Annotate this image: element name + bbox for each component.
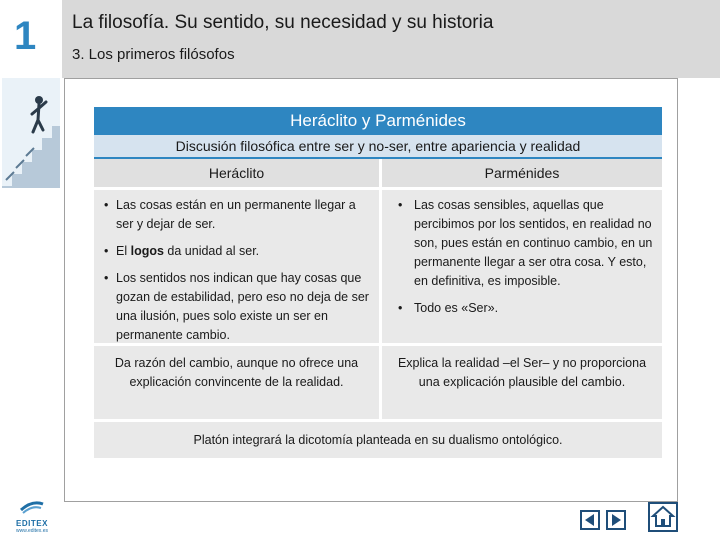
page-title: La filosofía. Su sentido, su necesidad y su historia	[72, 12, 494, 33]
parmenides-bullet-list	[382, 190, 662, 324]
page-subtitle: 3. Los primeros filósofos	[72, 46, 235, 63]
comparison-table	[94, 107, 662, 458]
table-heading: Heráclito y Parménides	[94, 107, 662, 135]
column-heraclito: Heráclito	[94, 159, 379, 187]
logo-name: EDITEX	[16, 519, 48, 528]
stairs-climber-icon	[2, 78, 60, 188]
list-item: • Los sentidos nos indican que hay cosas que gozan de estabilidad, pero eso no deja de ser una ilusión, pues solo existe un ser en permanente cambio.	[104, 269, 371, 345]
list-item: • Las cosas están en un permanente llegar a ser y dejar de ser.	[104, 196, 371, 234]
logo-url: www.editex.es	[16, 528, 48, 534]
heraclito-bullet-list	[94, 190, 379, 351]
logo-mark-icon	[19, 498, 45, 514]
column-names-row	[94, 159, 662, 187]
editex-logo	[12, 498, 52, 534]
logos-term: logos	[130, 244, 164, 258]
summary-row	[94, 346, 662, 419]
chapter-box	[0, 0, 62, 78]
list-item: • Todo es «Ser».	[392, 299, 654, 318]
bullets-row	[94, 190, 662, 343]
chapter-number: 1	[14, 14, 37, 58]
arrow-left-icon	[582, 512, 598, 528]
home-button[interactable]	[648, 502, 678, 532]
parmenides-summary: Explica la realidad –el Ser– y no proporciona una explicación plausible del cambio.	[382, 346, 662, 419]
list-item: • Las cosas sensibles, aquellas que percibimos por los sentidos, en realidad no son, pues están en continuo cambio, en un permanente llegar a ser otra cosa. Y esto, en definitiva, es imposible.	[392, 196, 654, 291]
heraclito-summary: Da razón del cambio, aunque no ofrece una explicación convincente de la realidad.	[94, 346, 379, 419]
table-subheading: Discusión filosófica entre ser y no-ser, entre apariencia y realidad	[94, 135, 662, 157]
left-illustration-column	[0, 78, 62, 540]
next-button[interactable]	[606, 510, 626, 530]
column-parmenides: Parménides	[382, 159, 662, 187]
home-icon	[650, 504, 676, 530]
parmenides-bullets-cell	[382, 190, 662, 343]
list-item: • El logos da unidad al ser.	[104, 242, 371, 261]
heraclito-bullets-cell	[94, 190, 379, 343]
arrow-right-icon	[608, 512, 624, 528]
prev-button[interactable]	[580, 510, 600, 530]
conclusion: Platón integrará la dicotomía planteada en su dualismo ontológico.	[94, 422, 662, 458]
